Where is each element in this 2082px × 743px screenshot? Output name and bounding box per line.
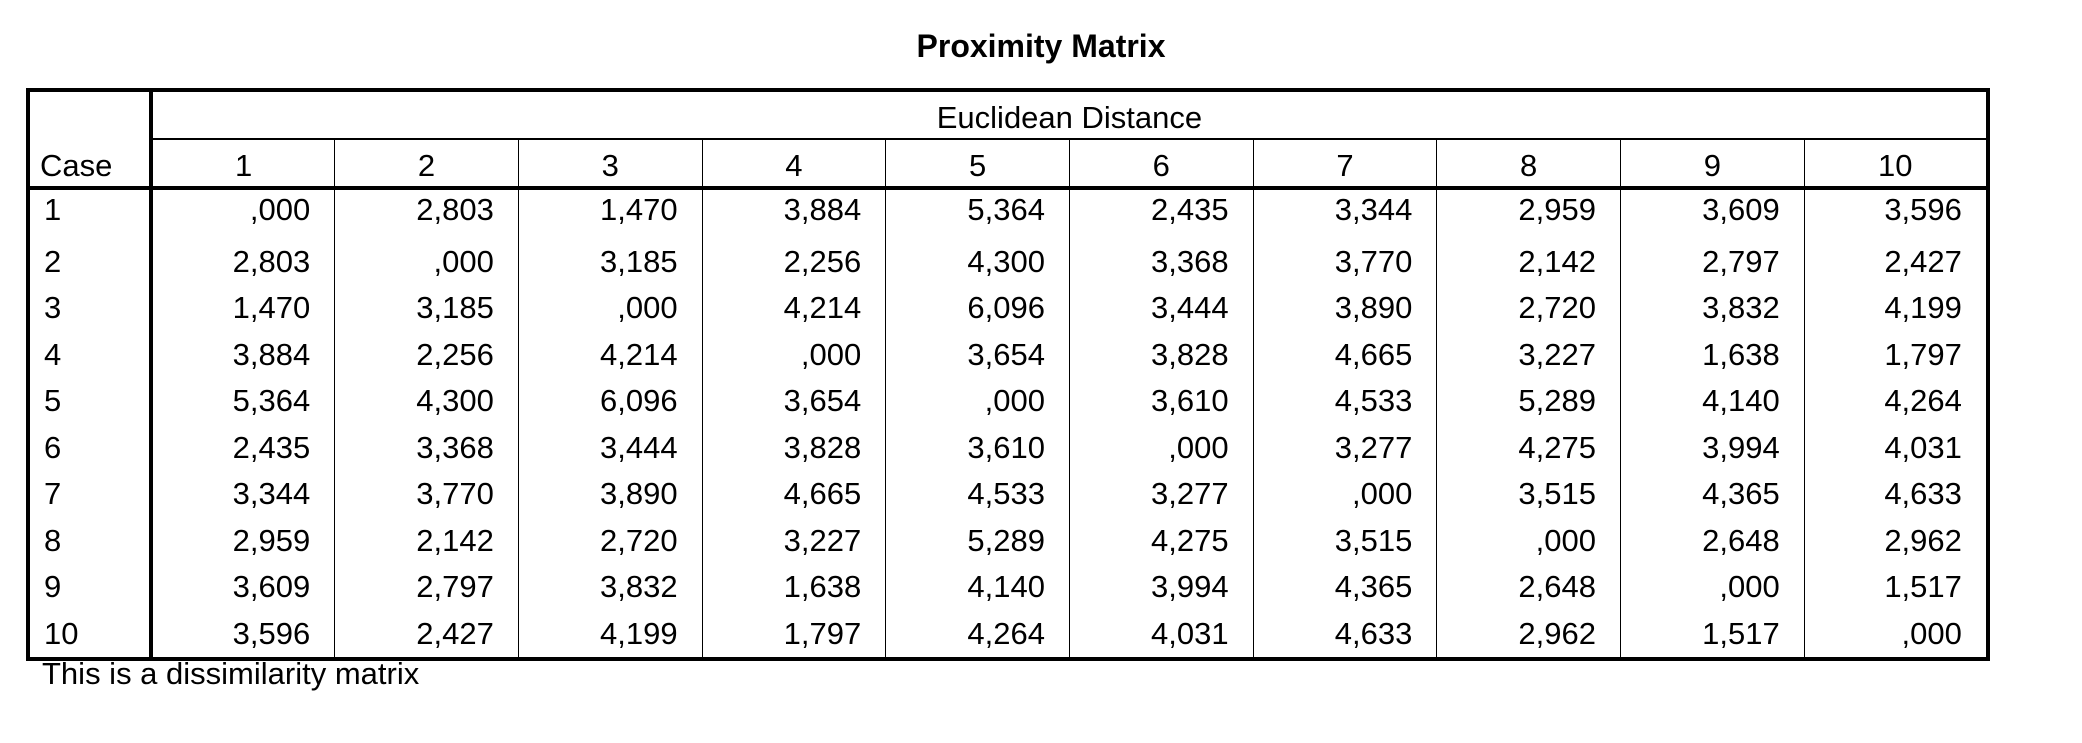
table-row <box>28 471 1988 518</box>
distance-cell: 2,720 <box>518 518 702 565</box>
distance-cell: 4,199 <box>518 611 702 660</box>
distance-cell: 5,289 <box>886 518 1070 565</box>
distance-cell: ,000 <box>1253 471 1437 518</box>
distance-cell: ,000 <box>1437 518 1621 565</box>
distance-cell: 4,533 <box>886 471 1070 518</box>
distance-cell: 2,959 <box>151 518 335 565</box>
case-label: 8 <box>28 518 151 565</box>
distance-cell: 3,515 <box>1437 471 1621 518</box>
distance-cell: 4,275 <box>1437 425 1621 472</box>
distance-cell: 3,444 <box>518 425 702 472</box>
distance-cell: 3,828 <box>702 425 886 472</box>
distance-cell: 2,256 <box>702 239 886 286</box>
distance-cell: 4,214 <box>518 332 702 379</box>
case-label: 5 <box>28 378 151 425</box>
distance-cell: 2,962 <box>1437 611 1621 660</box>
case-label: 10 <box>28 611 151 660</box>
distance-cell: 3,368 <box>335 425 519 472</box>
distance-cell: ,000 <box>886 378 1070 425</box>
distance-cell: 3,994 <box>1069 564 1253 611</box>
distance-cell: 2,142 <box>335 518 519 565</box>
distance-cell: 1,797 <box>1884 336 1962 372</box>
distance-cell: ,000 <box>1069 425 1253 472</box>
distance-cell: 4,140 <box>1621 378 1805 425</box>
distance-cell: ,000 <box>1621 564 1805 611</box>
column-header-9: 9 <box>1621 139 1805 188</box>
distance-cell: 2,142 <box>1437 239 1621 286</box>
distance-cell: 4,140 <box>886 564 1070 611</box>
distance-cell: 3,654 <box>702 378 886 425</box>
distance-cell: 4,365 <box>1621 471 1805 518</box>
column-header-6: 6 <box>1069 139 1253 188</box>
table-row <box>28 188 1988 239</box>
column-header-2: 2 <box>335 139 519 188</box>
distance-cell: 3,185 <box>518 239 702 286</box>
distance-cell: 3,610 <box>1069 378 1253 425</box>
distance-cell: 3,832 <box>518 564 702 611</box>
distance-cell: 3,884 <box>151 332 335 379</box>
case-label: 3 <box>28 285 151 332</box>
column-header-row <box>28 139 1988 188</box>
distance-cell: 6,096 <box>518 378 702 425</box>
distance-cell: 4,665 <box>702 471 886 518</box>
case-label: 1 <box>28 188 151 239</box>
distance-cell: 2,256 <box>335 332 519 379</box>
distance-cell: 4,300 <box>886 239 1070 286</box>
distance-cell: 3,609 <box>1621 188 1805 239</box>
matrix-body <box>28 188 1988 659</box>
table-row <box>28 285 1988 332</box>
distance-cell: 2,797 <box>1621 239 1805 286</box>
column-header-8: 8 <box>1437 139 1621 188</box>
distance-cell: 2,959 <box>1437 188 1621 239</box>
corner-cell <box>28 90 151 139</box>
distance-cell: 4,665 <box>1253 332 1437 379</box>
distance-cell: 3,368 <box>1069 239 1253 286</box>
case-label: 2 <box>28 239 151 286</box>
distance-cell: 4,031 <box>1884 429 1962 465</box>
distance-cell: 4,300 <box>335 378 519 425</box>
distance-cell: 3,344 <box>1253 188 1437 239</box>
table-row <box>28 425 1988 472</box>
distance-cell: 3,610 <box>886 425 1070 472</box>
distance-cell: 2,435 <box>151 425 335 472</box>
table-row <box>28 611 1988 660</box>
column-header-10: 10 <box>1804 139 1988 188</box>
distance-cell: 3,227 <box>702 518 886 565</box>
distance-cell: 5,289 <box>1437 378 1621 425</box>
case-label: 9 <box>28 564 151 611</box>
proximity-matrix-table <box>26 88 1990 661</box>
euclidean-distance-header: Euclidean Distance <box>151 90 1988 139</box>
case-column-header: Case <box>28 139 151 188</box>
distance-cell: 1,470 <box>518 188 702 239</box>
case-label: 4 <box>28 332 151 379</box>
column-header-4: 4 <box>702 139 886 188</box>
distance-cell: 1,517 <box>1884 569 1962 605</box>
distance-cell: 3,890 <box>518 471 702 518</box>
distance-cell: 1,638 <box>702 564 886 611</box>
distance-cell: 3,185 <box>335 285 519 332</box>
distance-cell: 6,096 <box>886 285 1070 332</box>
distance-cell: 4,199 <box>1884 290 1962 326</box>
distance-cell: 4,214 <box>702 285 886 332</box>
column-header-1: 1 <box>151 139 335 188</box>
distance-cell: 2,427 <box>335 611 519 660</box>
column-header-3: 3 <box>518 139 702 188</box>
distance-cell: 2,427 <box>1884 243 1962 279</box>
distance-cell: 4,633 <box>1253 611 1437 660</box>
table-row <box>28 239 1988 286</box>
group-header-row <box>28 90 1988 139</box>
distance-cell: 3,832 <box>1621 285 1805 332</box>
distance-cell: 2,435 <box>1069 188 1253 239</box>
distance-cell: 3,884 <box>702 188 886 239</box>
distance-cell: 2,720 <box>1437 285 1621 332</box>
distance-cell: ,000 <box>335 239 519 286</box>
distance-cell: 3,654 <box>886 332 1070 379</box>
column-header-5: 5 <box>886 139 1070 188</box>
distance-cell: 4,365 <box>1253 564 1437 611</box>
distance-cell: 1,517 <box>1621 611 1805 660</box>
distance-cell: 3,515 <box>1253 518 1437 565</box>
distance-cell: 3,609 <box>151 564 335 611</box>
distance-cell: 1,797 <box>702 611 886 660</box>
distance-cell: 3,596 <box>1884 192 1962 227</box>
distance-cell: 2,648 <box>1621 518 1805 565</box>
distance-cell: 1,470 <box>151 285 335 332</box>
distance-cell: 2,797 <box>335 564 519 611</box>
distance-cell: 3,227 <box>1437 332 1621 379</box>
distance-cell: ,000 <box>151 188 335 239</box>
distance-cell: 3,770 <box>335 471 519 518</box>
table-row <box>28 378 1988 425</box>
distance-cell: 3,277 <box>1069 471 1253 518</box>
distance-cell: 2,648 <box>1437 564 1621 611</box>
distance-cell: 3,770 <box>1253 239 1437 286</box>
distance-cell: ,000 <box>1901 615 1962 651</box>
distance-cell: ,000 <box>518 285 702 332</box>
distance-cell: 3,277 <box>1253 425 1437 472</box>
table-row <box>28 332 1988 379</box>
distance-cell: 1,638 <box>1621 332 1805 379</box>
distance-cell: 4,264 <box>1884 383 1962 419</box>
distance-cell: 5,364 <box>886 188 1070 239</box>
table-row <box>28 564 1988 611</box>
distance-cell: 2,962 <box>1884 522 1962 558</box>
distance-cell: 2,803 <box>151 239 335 286</box>
distance-cell: 3,994 <box>1621 425 1805 472</box>
distance-cell: 4,533 <box>1253 378 1437 425</box>
footnote: This is a dissimilarity matrix <box>42 656 420 691</box>
distance-cell: 3,596 <box>151 611 335 660</box>
distance-cell: 3,444 <box>1069 285 1253 332</box>
distance-cell: ,000 <box>702 332 886 379</box>
distance-cell: 4,031 <box>1069 611 1253 660</box>
case-label: 7 <box>28 471 151 518</box>
case-label: 6 <box>28 425 151 472</box>
distance-cell: 5,364 <box>151 378 335 425</box>
distance-cell: 3,828 <box>1069 332 1253 379</box>
distance-cell: 4,264 <box>886 611 1070 660</box>
distance-cell: 2,803 <box>335 188 519 239</box>
column-header-7: 7 <box>1253 139 1437 188</box>
distance-cell: 3,344 <box>151 471 335 518</box>
table-title: Proximity Matrix <box>916 28 1166 64</box>
distance-cell: 4,275 <box>1069 518 1253 565</box>
distance-cell: 4,633 <box>1884 476 1962 512</box>
table-row <box>28 518 1988 565</box>
distance-cell: 3,890 <box>1253 285 1437 332</box>
